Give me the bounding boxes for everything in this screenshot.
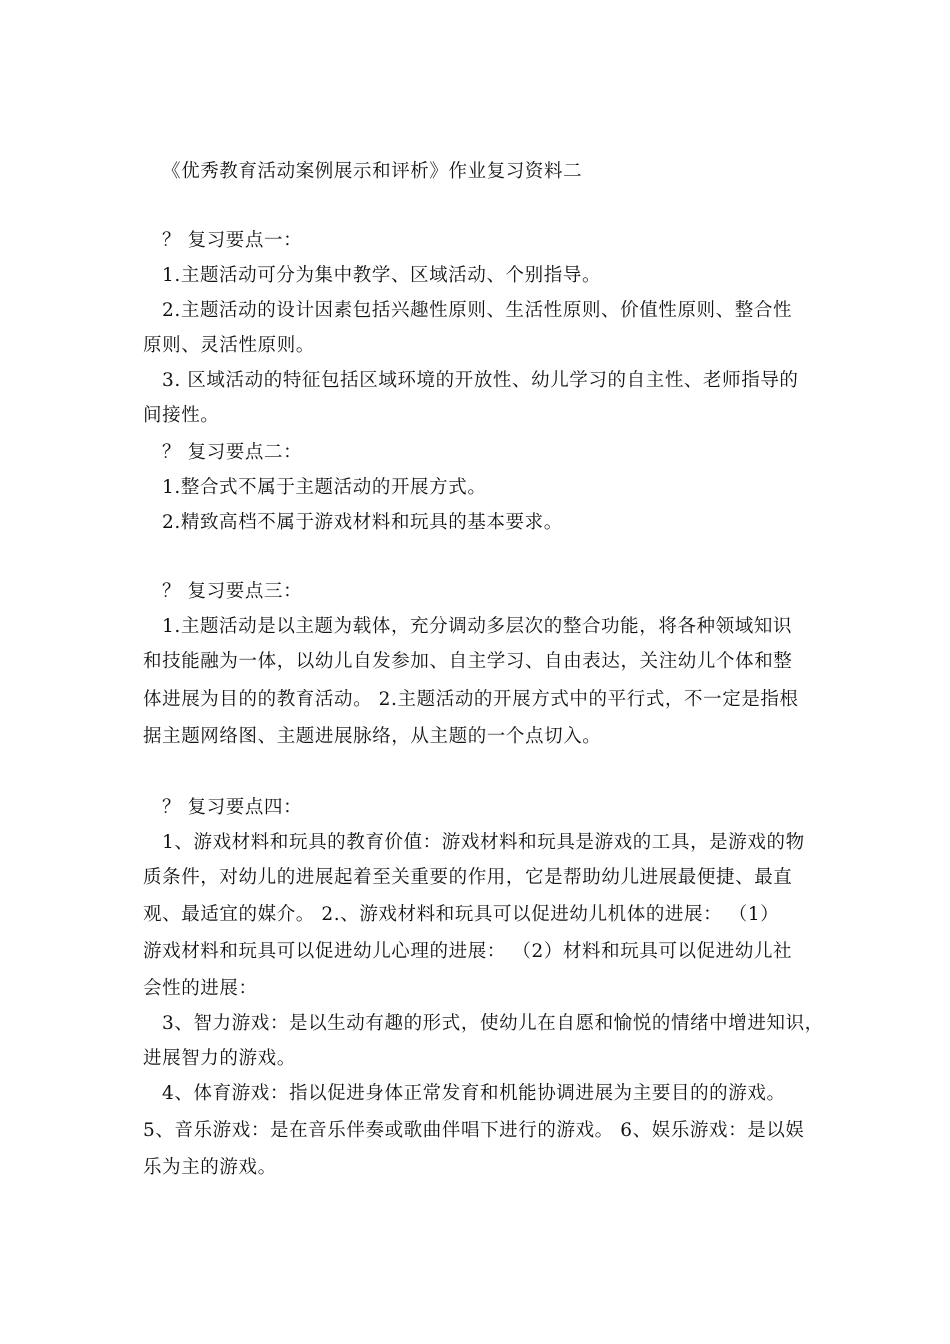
section4-line1: 1、游戏材料和玩具的教育价值：游戏材料和玩具是游戏的工具，是游戏的物 [162, 832, 805, 853]
section4-line4: 游戏材料和玩具可以促进幼儿心理的进展： （2）材料和玩具可以促进幼儿社 [143, 941, 793, 962]
section4-line10: 乐为主的游戏。 [143, 1157, 277, 1178]
section3-line4: 据主题网络图、主题进展脉络，从主题的一个点切入。 [143, 726, 602, 747]
section1-item3-line2: 间接性。 [143, 405, 220, 426]
section4-line6: 3、智力游戏：是以生动有趣的形式，使幼儿在自愿和愉悦的情绪中增进知识， [162, 1013, 824, 1034]
section2-item1: 1.整合式不属于主题活动的开展方式。 [162, 477, 487, 498]
section3-line1: 1.主题活动是以主题为载体，充分调动多层次的整合功能，将各种领域知识 [162, 616, 793, 637]
section3-line3: 体进展为目的的教育活动。 2.主题活动的开展方式中的平行式，不一定是指根 [143, 689, 799, 710]
section3-heading: ？ 复习要点三： [162, 581, 303, 602]
section2-item2: 2.精致高档不属于游戏材料和玩具的基本要求。 [162, 512, 563, 533]
section4-line3: 观、最适宜的媒介。 2.、游戏材料和玩具可以促进幼儿机体的进展： （1） [143, 904, 780, 925]
section2-heading: ？ 复习要点二： [162, 442, 303, 463]
section4-line5: 会性的进展： [143, 978, 258, 999]
section4-line8: 4、体育游戏：指以促进身体正常发育和机能协调进展为主要目的的游戏。 [162, 1083, 786, 1104]
section1-item2-line1: 2.主题活动的设计因素包括兴趣性原则、生活性原则、价值性原则、整合性 [162, 300, 793, 321]
section4-line2: 质条件，对幼儿的进展起着至关重要的作用，它是帮助幼儿进展最便捷、最直 [143, 867, 793, 888]
section4-line7: 进展智力的游戏。 [143, 1048, 296, 1069]
document-title: 《优秀教育活动案例展示和评析》作业复习资料二 [162, 161, 583, 182]
section4-line9: 5、音乐游戏：是在音乐伴奏或歌曲伴唱下进行的游戏。 6、娱乐游戏：是以娱 [143, 1120, 805, 1141]
section1-item2-line2: 原则、灵活性原则。 [143, 335, 315, 356]
section4-heading: ？ 复习要点四： [162, 797, 303, 818]
section1-heading: ？ 复习要点一： [162, 230, 303, 251]
section3-line2: 和技能融为一体，以幼儿自发参加、自主学习、自由表达，关注幼儿个体和整 [143, 651, 793, 672]
section1-item1: 1.主题活动可分为集中教学、区域活动、个别指导。 [162, 265, 602, 286]
section1-item3-line1: 3. 区域活动的特征包括区域环境的开放性、幼儿学习的自主性、老师指导的 [162, 370, 799, 391]
